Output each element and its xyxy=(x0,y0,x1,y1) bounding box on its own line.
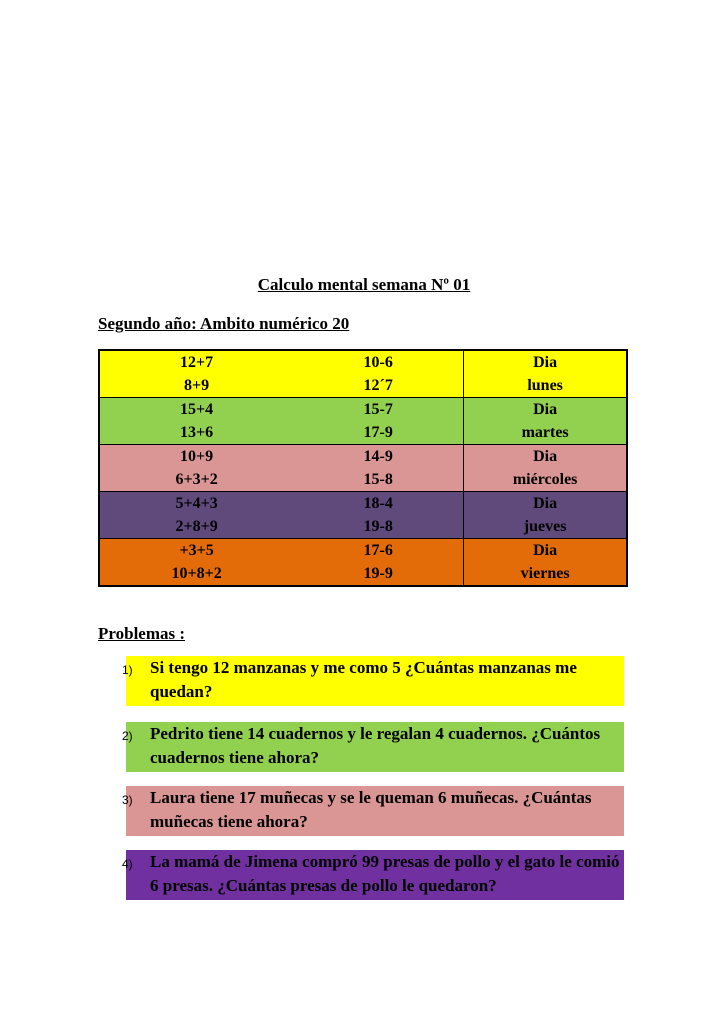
table-cell-day-label: Dia xyxy=(464,492,627,516)
table-cell-diff: 19-9 xyxy=(363,565,393,582)
table-cell-diff: 19-8 xyxy=(363,518,393,535)
table-cell-day-name: viernes xyxy=(464,562,627,586)
table-cell-sum: 13+6 xyxy=(180,424,214,441)
table-cell-day-label: Dia xyxy=(464,539,627,563)
table-cell-diff: 15-7 xyxy=(293,398,464,422)
table-row xyxy=(99,421,627,445)
problem-item xyxy=(122,722,624,772)
problem-text: Laura tiene 17 muñecas y se le queman 6 muñecas. ¿Cuántas muñecas tiene ahora? xyxy=(150,788,592,831)
table-cell-day-label: Dia xyxy=(464,445,627,469)
table-cell-diff: 18-4 xyxy=(293,492,464,516)
problem-item xyxy=(122,786,624,836)
table-row xyxy=(99,562,627,586)
problem-text: La mamá de Jimena compró 99 presas de pollo y el gato le comió 6 presas. ¿Cuántas presas de pollo le quedaron? xyxy=(150,852,620,895)
problem-number: 2) xyxy=(122,729,133,743)
table-cell-sum: 2+8+9 xyxy=(175,518,218,535)
table-cell-diff: 17-6 xyxy=(293,539,464,563)
problems-heading: Problemas : xyxy=(98,624,186,643)
problem-number: 3) xyxy=(122,793,133,807)
table-cell-day-name: jueves xyxy=(464,515,627,539)
table-cell-day-label: Dia xyxy=(464,350,627,374)
problem-item xyxy=(122,656,624,706)
table-row xyxy=(99,515,627,539)
table-cell-diff: 10-6 xyxy=(293,350,464,374)
table-row xyxy=(99,445,627,469)
table-row xyxy=(99,539,627,563)
table-cell-diff: 15-8 xyxy=(363,471,393,488)
table-cell-sum: 6+3+2 xyxy=(175,471,218,488)
table-row xyxy=(99,398,627,422)
problem-text: Si tengo 12 manzanas y me como 5 ¿Cuántas manzanas me quedan? xyxy=(150,658,577,701)
table-cell-day-name: miércoles xyxy=(464,468,627,492)
problem-number: 4) xyxy=(122,857,133,871)
table-cell-day-name: lunes xyxy=(464,374,627,398)
problem-item xyxy=(122,850,624,900)
page-title: Calculo mental semana Nº 01 xyxy=(257,275,471,294)
table-cell-sum: 10+8+2 xyxy=(171,565,222,582)
page-subtitle: Segundo año: Ambito numérico 20 xyxy=(98,314,350,333)
problem-text: Pedrito tiene 14 cuadernos y le regalan 4 cuadernos. ¿Cuántos cuadernos tiene ahora? xyxy=(150,724,601,767)
table-row xyxy=(99,350,627,374)
table-cell-diff: 12´7 xyxy=(363,377,393,394)
calc-table xyxy=(98,349,628,587)
table-row xyxy=(99,374,627,398)
table-cell-sum: 8+9 xyxy=(184,377,210,394)
table-cell-diff: 17-9 xyxy=(363,424,393,441)
table-cell-sum: 12+7 xyxy=(99,350,293,374)
table-cell-diff: 14-9 xyxy=(293,445,464,469)
table-row xyxy=(99,468,627,492)
table-cell-day-label: Dia xyxy=(464,398,627,422)
table-cell-sum: +3+5 xyxy=(99,539,293,563)
table-row xyxy=(99,492,627,516)
table-cell-sum: 5+4+3 xyxy=(99,492,293,516)
table-cell-sum: 15+4 xyxy=(99,398,293,422)
table-cell-day-name: martes xyxy=(464,421,627,445)
problem-number: 1) xyxy=(122,663,133,677)
table-cell-sum: 10+9 xyxy=(99,445,293,469)
